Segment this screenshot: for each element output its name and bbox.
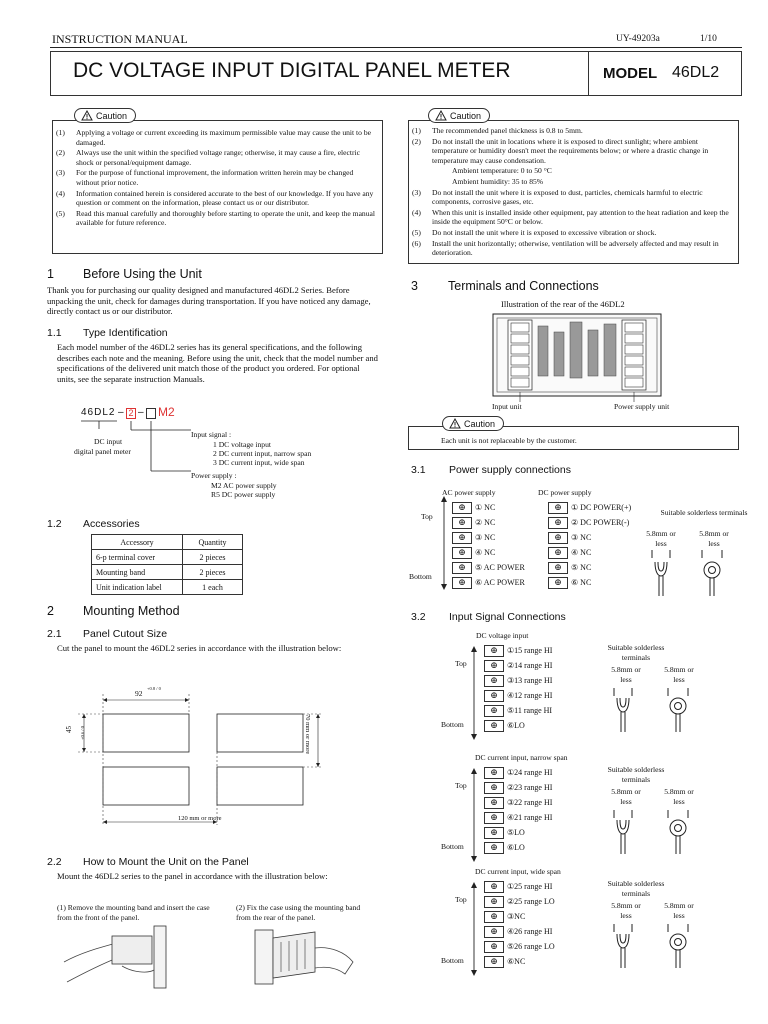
caution-item-text: Always use the unit within the specified voltage range; otherwise, it may cause a fire, electric shock or personal/equipment damage.: [76, 148, 361, 167]
terminal-row: [484, 718, 552, 733]
section-1-1-paragraph: Each model number of the 46DL2 series has its general specifications, and the following describes each note and the meaning. Before using the unit, check that the model number and specifications of the delivered unit match those of the product you ordered. For optional units, see the separate instruction Manuals.: [57, 342, 378, 384]
section-2-2-title: How to Mount the Unit on the Panel: [83, 856, 249, 868]
table-cell: 2 pieces: [183, 565, 243, 580]
terminal-screw-icon: ⊕: [548, 577, 568, 589]
input-option: 3 DC current input, wide span: [213, 457, 305, 467]
dc-input-label-1: DC input: [94, 437, 123, 446]
bottom-label: Bottom: [441, 956, 464, 965]
terminal-row: [548, 545, 631, 560]
caution-item-number: (5): [412, 227, 421, 237]
cutout-width-tolerance: +0.8 / 0: [147, 686, 161, 691]
caution-item: [412, 228, 734, 238]
terminal-label: ②25 range LO: [507, 897, 555, 906]
terminal-row: [484, 924, 555, 939]
terminal-screw-icon: ⊕: [452, 502, 472, 514]
caution-item: [412, 177, 734, 187]
table-cell: 2 pieces: [183, 550, 243, 565]
fork-size-power: 5.8mm or less: [646, 529, 676, 548]
caution-item: [412, 137, 734, 166]
terminal-label: ⑥NC: [507, 957, 526, 966]
terminal-label: ③13 range HI: [507, 676, 553, 685]
terminal-label: ③NC: [507, 912, 526, 921]
caution-item-number: (4): [56, 188, 65, 198]
ring-terminal-icon: [668, 810, 688, 854]
ring-size-power: 5.8mm or less: [699, 529, 729, 548]
terminal-screw-icon: ⊕: [452, 547, 472, 559]
input-terminal-block: [484, 643, 552, 733]
terminal-stack: [451, 499, 526, 591]
solderless-title-power: Suitable solderless terminals: [660, 508, 748, 517]
section-2-1-paragraph: Cut the panel to mount the 46DL2 series in accordance with the illustration below:: [57, 643, 342, 653]
terminal-screw-icon: ⊕: [548, 532, 568, 544]
input-unit-label: Input unit: [492, 402, 522, 411]
top-label: Top: [455, 781, 467, 790]
cutout-height: 45: [65, 726, 73, 733]
mount-step-2: (2) Fix the case using the mounting band from the rear of the panel.: [236, 903, 361, 922]
terminal-row: [484, 780, 552, 795]
terminal-row: [452, 500, 525, 515]
model-label: MODEL: [603, 65, 658, 82]
table-cell: Mounting band: [92, 565, 183, 580]
top-bottom-arrow: [440, 496, 448, 590]
cutout-height-tolerance: +0.6 / 0: [80, 726, 85, 740]
fork-size: 5.8mm or less: [611, 901, 641, 920]
terminal-row: [548, 575, 631, 590]
terminal-screw-icon: ⊕: [484, 675, 504, 687]
dc-terminal-block: [547, 499, 632, 591]
terminal-screw-icon: ⊕: [452, 562, 472, 574]
section-2-1-title: Panel Cutout Size: [83, 628, 168, 640]
top-label: Top: [455, 895, 467, 904]
caution-item-text: Information contained herein is considered accurate to the best of our knowledge. If you have any question or comment on the information, please contact us or our distributor.: [76, 188, 374, 208]
fork-size: 5.8mm or less: [611, 787, 641, 806]
terminal-screw-icon: ⊕: [484, 941, 504, 953]
rear-illustration-title: Illustration of the rear of the 46DL2: [501, 299, 625, 309]
caution-list-installation: [412, 126, 734, 259]
caution-item-number: (4): [412, 207, 421, 217]
power-supply-label: Power supply :: [191, 471, 237, 480]
terminal-screw-icon: ⊕: [548, 502, 568, 514]
terminal-row: [548, 530, 631, 545]
title-box: [50, 51, 742, 96]
ac-power-title: AC power supply: [442, 488, 496, 497]
panel-cutout-drawing: [78, 690, 338, 830]
section-3-1-title: Power supply connections: [449, 464, 571, 476]
caution-item: [412, 208, 734, 227]
terminal-screw-icon: ⊕: [452, 517, 472, 529]
top-label: Top: [455, 659, 467, 668]
bottom-label: Bottom: [441, 720, 464, 729]
terminal-screw-icon: ⊕: [484, 896, 504, 908]
input-option: 2 DC current input, narrow span: [213, 448, 312, 458]
terminal-screw-icon: ⊕: [484, 720, 504, 732]
caution-item: [412, 126, 734, 136]
terminal-label: ⑤11 range HI: [507, 706, 553, 715]
section-1-2-number: 1.2: [47, 518, 62, 530]
input-signal-label: Input signal :: [191, 430, 232, 439]
bottom-label: Bottom: [409, 572, 432, 581]
bottom-label: Bottom: [441, 842, 464, 851]
rear-view-illustration: [492, 312, 664, 402]
table-cell: Unit indication label: [92, 580, 183, 595]
solderless-terminals: [612, 686, 702, 736]
power-option: R5 DC power supply: [211, 489, 276, 499]
section-1-title: Before Using the Unit: [83, 267, 202, 281]
terminal-row: [484, 939, 555, 954]
terminal-label: ⑥ AC POWER: [475, 578, 525, 587]
terminal-row: [452, 560, 525, 575]
input-group-title: DC voltage input: [476, 631, 529, 640]
fork-terminal-icon: [652, 550, 670, 596]
section-1-paragraph: Thank you for purchasing our quality designed and manufactured 46DL2 Series. Before unpacking the unit, check for damages during transportation. If you have noticed any damage, directly contact us or our distributor.: [47, 285, 371, 317]
input-option: 1 DC voltage input: [213, 440, 272, 449]
terminal-label: ⑥LO: [507, 721, 525, 730]
terminal-screw-icon: ⊕: [484, 660, 504, 672]
terminal-screw-icon: ⊕: [484, 645, 504, 657]
terminal-label: ①15 range HI: [507, 646, 553, 655]
fork-terminal-icon: [614, 688, 632, 732]
terminal-screw-icon: ⊕: [484, 926, 504, 938]
terminal-row: [484, 673, 552, 688]
solderless-terminals: [612, 922, 702, 972]
terminal-row: [484, 765, 552, 780]
fork-terminal-icon: [614, 810, 632, 854]
terminal-label: ⑤26 range LO: [507, 942, 555, 951]
terminal-screw-icon: ⊕: [452, 577, 472, 589]
caution-tag-label: Caution: [450, 110, 482, 121]
terminal-row: [548, 515, 631, 530]
terminal-row: [452, 515, 525, 530]
caution-item: [56, 209, 378, 228]
terminal-screw-icon: ⊕: [452, 532, 472, 544]
terminal-row: [484, 795, 552, 810]
caution-tag-label: Caution: [464, 418, 496, 429]
terminal-screw-icon: ⊕: [484, 911, 504, 923]
top-label: Top: [421, 512, 433, 521]
section-3-1-number: 3.1: [411, 464, 426, 476]
terminal-screw-icon: ⊕: [484, 767, 504, 779]
caution-item-text: When this unit is installed inside other equipment, pay attention to the heat radiation and keep the inside the equipment 50°C or below.: [432, 207, 729, 227]
caution-item: [412, 166, 734, 176]
terminal-label: ③ NC: [571, 533, 592, 542]
dc-input-label-2: digital panel meter: [74, 447, 131, 456]
fork-size: 5.8mm or less: [611, 665, 641, 684]
code-prefix: 46DL2: [81, 407, 116, 418]
caution-item: [56, 189, 378, 208]
terminal-label: ④26 range HI: [507, 927, 553, 936]
terminal-screw-icon: ⊕: [484, 705, 504, 717]
caution-item-number: (6): [412, 238, 421, 248]
terminal-label: ① DC POWER(+): [571, 503, 632, 512]
caution-item-text: Ambient temperature: 0 to 50 °C: [452, 166, 552, 176]
cutout-width: 92: [135, 689, 143, 698]
terminal-screw-icon: ⊕: [548, 517, 568, 529]
caution-item-number: (1): [56, 128, 65, 137]
terminal-label: ③ NC: [475, 533, 496, 542]
solderless-title: Suitable solderless terminals: [607, 765, 665, 784]
power-option: M2 AC power supply: [211, 481, 277, 490]
section-1-2-title: Accessories: [83, 518, 140, 530]
terminal-screw-icon: ⊕: [484, 812, 504, 824]
header-page-number: 1/10: [700, 34, 717, 44]
terminal-screw-icon: ⊕: [484, 827, 504, 839]
terminal-label: ③22 range HI: [507, 798, 553, 807]
terminal-label: ①25 range HI: [507, 882, 553, 891]
caution-item: [56, 148, 378, 167]
terminal-label: ② DC POWER(-): [571, 518, 630, 527]
table-header-cell: Accessory: [92, 535, 183, 550]
power-unit-label: Power supply unit: [614, 402, 670, 411]
caution-box-general: [52, 120, 383, 254]
caution-item-number: (5): [56, 208, 65, 218]
caution-list-general: [56, 128, 378, 229]
ring-size: 5.8mm or less: [664, 665, 694, 684]
table-header-cell: Quantity: [183, 535, 243, 550]
terminal-row: [452, 575, 525, 590]
ring-size: 5.8mm or less: [664, 787, 694, 806]
terminal-screw-icon: ⊕: [484, 782, 504, 794]
terminal-row: [484, 840, 552, 855]
table-row: [92, 580, 243, 595]
caution-tag-installation: [428, 108, 490, 123]
terminal-label: ⑤LO: [507, 828, 525, 837]
caution-item-text: Do not install the unit where it is exposed to dust, particles, chemicals harmful to electric components, corrosive gases, etc.: [432, 187, 703, 207]
caution-item-text: Ambient humidity: 35 to 85%: [452, 176, 544, 186]
fork-terminal-icon: [614, 924, 632, 968]
horizontal-spacing-dimension: 120 mm or more: [178, 815, 222, 822]
terminal-row: [484, 954, 555, 969]
section-1-number: 1: [47, 267, 54, 281]
mounting-illustration-fix: [245, 922, 360, 992]
caution-item-number: (3): [56, 168, 65, 178]
terminal-row: [452, 530, 525, 545]
terminal-row: [548, 560, 631, 575]
terminal-screw-icon: ⊕: [548, 547, 568, 559]
terminal-row: [484, 810, 552, 825]
warning-triangle-icon: [449, 418, 461, 429]
terminal-row: [452, 545, 525, 560]
terminal-row: [484, 825, 552, 840]
section-2-number: 2: [47, 604, 54, 618]
code-separator: –: [118, 407, 124, 418]
caution-item: [56, 168, 378, 187]
terminal-screw-icon: ⊕: [484, 797, 504, 809]
terminal-label: ⑤ NC: [571, 563, 592, 572]
terminal-row: [484, 643, 552, 658]
input-terminal-block: [484, 879, 555, 969]
code-separator: –: [138, 407, 144, 418]
caution-tag-label: Caution: [96, 110, 128, 121]
caution-box-installation: [408, 120, 739, 264]
caution-item-number: (3): [412, 187, 421, 197]
section-2-2-paragraph: Mount the 46DL2 series to the panel in accordance with the illustration below:: [57, 871, 328, 881]
terminal-row: [484, 894, 555, 909]
section-3-2-number: 3.2: [411, 611, 426, 623]
caution-item: [412, 188, 734, 207]
ring-terminal-icon: [668, 688, 688, 732]
terminal-screw-icon: ⊕: [484, 956, 504, 968]
terminal-stack: [547, 499, 632, 591]
table-cell: 6-p terminal cover: [92, 550, 183, 565]
caution-item: [412, 239, 734, 258]
section-3-number: 3: [411, 279, 418, 293]
header-rule: [50, 47, 742, 48]
top-bottom-arrow: [470, 882, 478, 976]
terminal-row: [484, 703, 552, 718]
terminal-label: ② NC: [475, 518, 496, 527]
section-3-2-title: Input Signal Connections: [449, 611, 566, 623]
caution-item-text: The recommended panel thickness is 0.8 to 5mm.: [432, 126, 583, 135]
table-row: [92, 565, 243, 580]
terminal-label: ① NC: [475, 503, 496, 512]
table-row: [92, 550, 243, 565]
caution-item-text: Do not install the unit in locations where it is exposed to direct sunlight; where ambient temperature or humidity doesn't meet the requirements below; or where a drastic change in temperature may cause condensation.: [432, 136, 709, 165]
caution-item-text: Do not install the unit where it is exposed to excessive vibration or shock.: [432, 227, 657, 237]
section-3-title: Terminals and Connections: [448, 279, 599, 293]
mount-step-1: (1) Remove the mounting band and insert the case from the front of the panel.: [57, 903, 210, 922]
mounting-illustration-insert: [62, 922, 197, 992]
table-cell: 1 each: [183, 580, 243, 595]
terminal-label: ④12 range HI: [507, 691, 553, 700]
header-doc-code: UY-49203a: [616, 34, 660, 44]
replacement-caution-text: Each unit is not replaceable by the customer.: [441, 436, 577, 445]
terminal-label: ④ NC: [571, 548, 592, 557]
terminal-screw-icon: ⊕: [548, 562, 568, 574]
warning-triangle-icon: [81, 110, 93, 121]
terminal-row: [484, 879, 555, 894]
section-2-2-number: 2.2: [47, 856, 62, 868]
input-group-title: DC current input, wide span: [475, 867, 561, 876]
caution-item-number: (1): [412, 126, 421, 135]
input-terminal-block: [484, 765, 552, 855]
caution-item-text: Read this manual carefully and thoroughly before starting to operate the unit, and keep the manual available for future reference.: [76, 208, 376, 228]
solderless-title: Suitable solderless terminals: [607, 879, 665, 898]
top-bottom-arrow: [470, 768, 478, 862]
terminal-row: [548, 500, 631, 515]
section-2-title: Mounting Method: [83, 604, 180, 618]
section-2-1-number: 2.1: [47, 628, 62, 640]
model-value: 46DL2: [672, 64, 720, 81]
terminal-row: [484, 688, 552, 703]
vertical-spacing-dimension: 70 mm or more: [304, 714, 311, 755]
section-1-1-title: Type Identification: [83, 327, 168, 339]
terminal-label: ①24 range HI: [507, 768, 553, 777]
table-header-row: [92, 535, 243, 550]
ac-terminal-block: [451, 499, 526, 591]
solderless-title: Suitable solderless terminals: [607, 643, 665, 662]
caution-item-text: For the purpose of functional improvement, the information written herein may be changed without prior notice.: [76, 168, 354, 187]
solderless-terminals-power: [650, 548, 740, 602]
terminal-label: ④ NC: [475, 548, 496, 557]
ring-size: 5.8mm or less: [664, 901, 694, 920]
warning-triangle-icon: [435, 110, 447, 121]
terminal-screw-icon: ⊕: [484, 881, 504, 893]
terminal-row: [484, 658, 552, 673]
power-supply-options: [211, 482, 277, 500]
terminal-label: ④21 range HI: [507, 813, 553, 822]
caution-item-text: Applying a voltage or current exceeding its maximum permissible value may cause the unit to be damaged.: [76, 128, 372, 147]
caution-tag-replacement: [442, 416, 504, 431]
terminal-label: ⑥LO: [507, 843, 525, 852]
terminal-label: ②14 range HI: [507, 661, 553, 670]
header-manual-label: INSTRUCTION MANUAL: [52, 32, 188, 46]
terminal-screw-icon: ⊕: [484, 842, 504, 854]
code-m2: M2: [158, 405, 175, 419]
terminal-label: ②23 range HI: [507, 783, 553, 792]
terminal-screw-icon: ⊕: [484, 690, 504, 702]
top-bottom-arrow: [470, 646, 478, 740]
ring-terminal-icon: [668, 924, 688, 968]
accessories-table: [91, 534, 243, 595]
caution-item-text: Install the unit horizontally; otherwise, ventilation will be adversely affected and may result in deterioration.: [432, 238, 719, 258]
terminal-label: ⑥ NC: [571, 578, 592, 587]
solderless-terminals: [612, 808, 702, 858]
input-signal-options: [213, 441, 311, 467]
ring-terminal-icon: [702, 550, 722, 596]
caution-item: [56, 128, 378, 147]
caution-item-number: (2): [56, 148, 65, 158]
terminal-label: ⑤ AC POWER: [475, 563, 525, 572]
terminal-row: [484, 909, 555, 924]
caution-item-number: (2): [412, 136, 421, 146]
code-input-box: 2: [126, 408, 136, 419]
dc-power-title: DC power supply: [538, 488, 592, 497]
caution-tag-general: [74, 108, 136, 123]
section-1-1-number: 1.1: [47, 327, 62, 339]
input-group-title: DC current input, narrow span: [475, 753, 568, 762]
document-title: DC VOLTAGE INPUT DIGITAL PANEL METER: [73, 59, 511, 82]
